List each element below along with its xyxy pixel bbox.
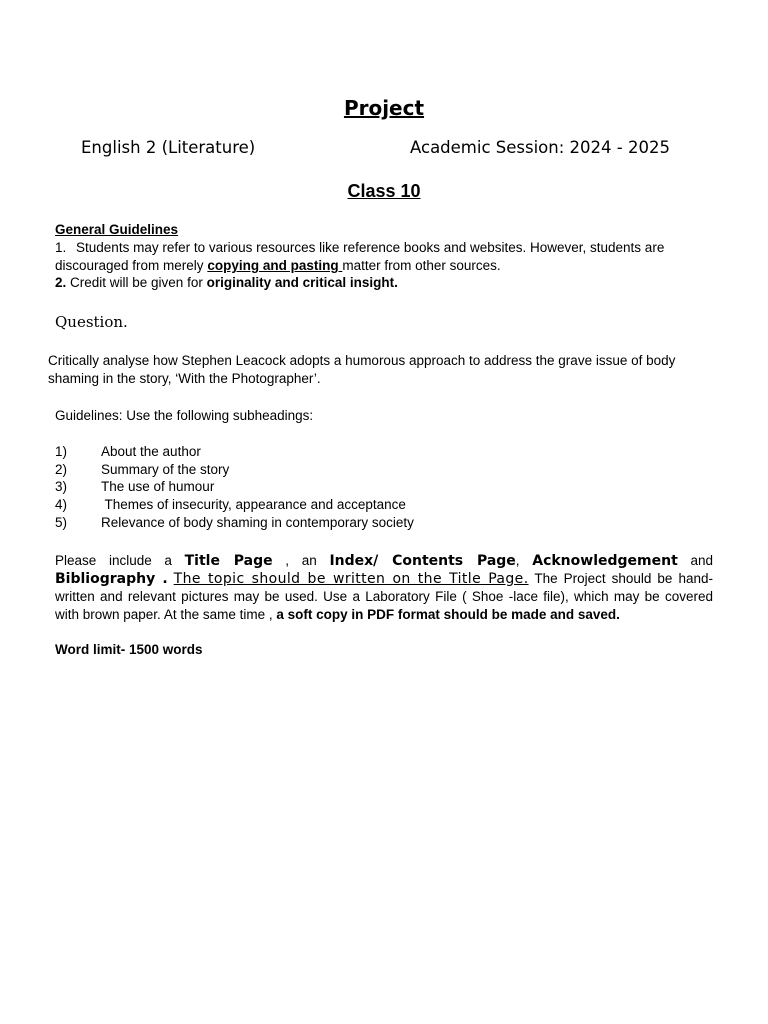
soft-copy-requirement: a soft copy in PDF format should be made and saved. <box>276 607 620 622</box>
guideline-number: 1. <box>55 240 67 255</box>
acknowledgement-requirement: Acknowledgement <box>532 553 678 569</box>
subheading-number: 3) <box>55 479 68 494</box>
subheading-item <box>55 443 201 461</box>
index-page-requirement: Index/ Contents Page <box>329 553 516 569</box>
question-prompt: Critically analyse how Stephen Leacock adopts a humorous approach to address the grave issue of body shaming in the story, ‘With the Photographer’. <box>48 353 676 386</box>
subheading-number: 5) <box>55 515 68 530</box>
subheading-text: Summary of the story <box>101 462 230 477</box>
subheading-item <box>55 478 214 496</box>
subheading-item <box>55 461 229 479</box>
subheadings-intro: Guidelines: Use the following subheadings: <box>55 408 314 423</box>
subheading-item <box>55 514 414 532</box>
word-limit: Word limit- 1500 words <box>55 642 203 657</box>
guideline-text: Credit will be given for <box>66 275 207 290</box>
instruction-text: Please include a <box>55 553 185 568</box>
page-title: Project <box>343 96 425 120</box>
instruction-text: The Project should be hand-written and relevant pictures may be used. Use a Laboratory File ( Shoe -lace file), which may be covered with brown paper. At the same time , <box>55 571 713 622</box>
subheading-number: 4) <box>55 497 68 512</box>
class-heading: Class 10 <box>347 181 421 201</box>
topic-note: The topic should be written on the Title Page. <box>173 571 529 587</box>
guideline-text: matter from other sources. <box>342 258 501 273</box>
guideline-emphasis: originality and critical insight <box>206 275 395 290</box>
academic-session-label: Academic Session: 2024 - 2025 <box>410 138 670 157</box>
subheading-text: Themes of insecurity, appearance and acceptance <box>101 497 406 512</box>
guideline-text: Students may refer to various resources like reference books and websites. However, students are discouraged from merely <box>55 240 665 273</box>
guideline-number: 2. <box>55 275 67 290</box>
general-guidelines-heading: General Guidelines <box>55 222 179 237</box>
instruction-text: and <box>677 553 713 568</box>
guideline-item-2 <box>55 274 398 292</box>
subheading-text: Relevance of body shaming in contemporary society <box>101 515 414 530</box>
project-instructions <box>55 552 713 624</box>
subheading-text: The use of humour <box>101 479 215 494</box>
guideline-text: . <box>394 275 398 290</box>
title-page-requirement: Title Page <box>184 553 273 569</box>
question-label: Question. <box>55 313 128 331</box>
bibliography-requirement: Bibliography . <box>55 571 168 587</box>
subject-label: English 2 (Literature) <box>81 138 256 157</box>
subheading-number: 1) <box>55 444 68 459</box>
subheading-item <box>55 496 406 514</box>
guideline-emphasis: copying and pasting <box>207 258 343 273</box>
subheading-number: 2) <box>55 462 68 477</box>
guideline-item-1 <box>55 239 705 275</box>
instruction-text: , an <box>272 553 330 568</box>
instruction-text: , <box>515 553 533 568</box>
subheading-text: About the author <box>101 444 201 459</box>
